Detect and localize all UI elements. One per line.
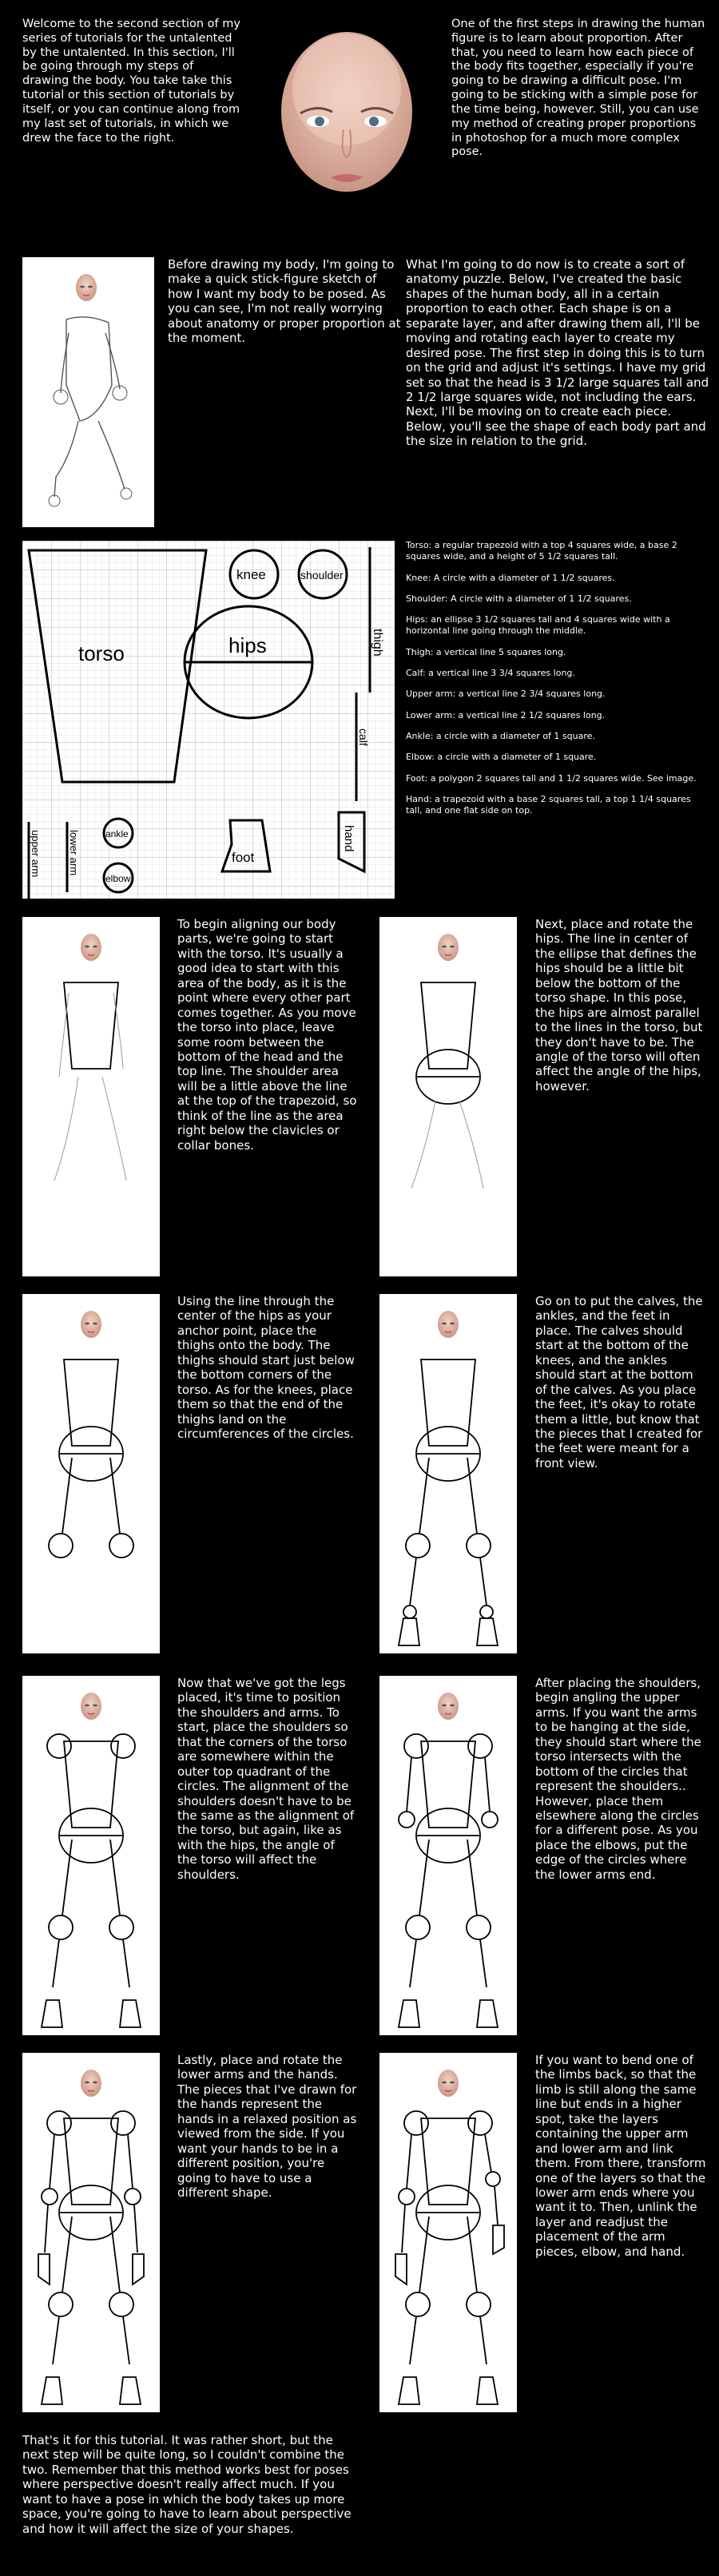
step-hips-image: [379, 917, 517, 1276]
spec-ankle: Ankle: a circle with a diameter of 1 square.: [406, 730, 595, 741]
hand-label: hand: [342, 825, 356, 852]
step-torso-text: To begin aligning our body parts, we're going to start with the torso. It's usually a good idea to start with this area of the body, as it is the point where every other part comes together. As you move the torso into place, leave some room between the bottom of the head and the top line. The shoulder area will be a little above the line at the top of the trapezoid, so think of the line as the area right below the clavicles or collar bones.: [177, 917, 357, 1153]
spec-hand: Hand: a trapezoid with a base 2 squares tall, a top 1 1/4 squares tall, and one flat side on top.: [406, 793, 691, 816]
intro-right-text: One of the first steps in drawing the human figure is to learn about proportion. After that, you need to learn how each piece of the body fits together, especially if you're going to be drawing a difficult pose. I'm going to be sticking with a simple pose for the time being, however. Still, you can use my method of creating proper proportions in photoshop for a much more complex pose.: [451, 18, 705, 159]
step-thighs-image: [22, 1294, 160, 1653]
anatomy-puzzle-text: What I'm going to do now is to create a sort of anatomy puzzle. Below, I've created the basic shapes of the human body, all in a certain proportion to each other. Each shape is on a separate layer, and after drawing them all, I'll be moving and rotating each layer to create my desired pose. The first step in doing this is to turn on the grid and adjust it's settings. I have my grid set so that the head is 3 1/2 large squares tall and 2 1/2 large squares wide, not including the ears. Next, I'll be moving on to create each piece. Below, you'll see the shape of each body part and the size in relation to the grid.: [406, 257, 709, 449]
spec-shoulder: Shoulder: A circle with a diameter of 1 1/2 squares.: [406, 593, 632, 604]
stick-figure-text: Before drawing my body, I'm going to make a quick stick-figure sketch of how I want my body to be posed. As you can see, I'm not really worrying about anatomy or proper proportion at the moment.: [168, 257, 401, 346]
step-arms-text: After placing the shoulders, begin angling the upper arms. If you want the arms to be hanging at the side, they should start where the torso intersects with the bottom of the circles that represent the shoulders.. However, place them elsewhere along the circles for a different pose. As you place the elbows, put the edge of the circles where the lower arms end.: [535, 1676, 701, 1882]
step-calves-image: [379, 1294, 517, 1653]
spec-hips: Hips: an ellipse 3 1/2 squares tall and 4 squares wide with a horizontal line going through the middle.: [406, 614, 670, 637]
hips-label: hips: [228, 633, 267, 657]
torso-label: torso: [78, 641, 125, 665]
step-hips-text: Next, place and rotate the hips. The line in center of the ellipse that defines the hips should be a little bit below the bottom of the torso shape. In this pose, the hips are almost parallel to the lines in the torso, but they don't have to be. The angle of the torso will often affect the angle of the hips, however.: [535, 917, 703, 1094]
outro-text: That's it for this tutorial. It was rather short, but the next step will be quite long, so I couldn't combine the two. Remember that this method works best for poses where perspective doesn't really affect much. If you want to have a pose in which the body takes up more space, you're going to have to learn about perspective and how it will affect the size of your shapes.: [22, 2433, 352, 2536]
step-hands-image: [22, 2053, 160, 2412]
foot-label: foot: [232, 850, 255, 865]
step-bend-text: If you want to bend one of the limbs back, so that the limb is still along the same line but ends in a higher spot, take the layers containing the upper arm and lower arm and link them. From there, transform one of the layers so that the lower arm ends where you want it to. Then, unlink the layer and readjust the placement of the arm pieces, elbow, and hand.: [535, 2053, 706, 2259]
ankle-label: ankle: [105, 828, 129, 839]
upper-arm-label: upper arm: [30, 830, 42, 878]
shoulder-label: shoulder: [300, 569, 344, 581]
step-torso-image: [22, 917, 160, 1276]
lower-arm-label: lower arm: [68, 830, 80, 876]
step-shoulders-image: [22, 1676, 160, 2035]
spec-calf: Calf: a vertical line 3 3/4 squares long.: [406, 668, 575, 679]
spec-thigh: Thigh: a vertical line 5 squares long.: [406, 646, 566, 657]
spec-knee: Knee: A circle with a diameter of 1 1/2 squares.: [406, 572, 615, 583]
anatomy-grid: [22, 541, 395, 899]
face-portrait: [254, 18, 439, 221]
knee-label: knee: [236, 567, 266, 582]
intro-left-text: Welcome to the second section of my series of tutorials for the untalented by the untalented. In this section, I'll be going through my steps of drawing the body. You take take this tutorial or this section of tutorials by itself, or you can continue along from my last set of tutorials, in which we drew the face to the right.: [22, 18, 240, 145]
spec-lower-arm: Lower arm: a vertical line 2 1/2 squares long.: [406, 709, 606, 720]
step-bend-image: [379, 2053, 517, 2412]
spec-upper-arm: Upper arm: a vertical line 2 3/4 squares long.: [406, 689, 606, 700]
spec-elbow: Elbow: a circle with a diameter of 1 square.: [406, 752, 597, 763]
step-calves-text: Go on to put the calves, the ankles, and the feet in place. The calves should start at the bottom of the knees, and the ankles should start at the bottom of the calves. As you place the feet, it's okay to rotate them a little, but know that the pieces that I created for the feet were meant for a front view.: [535, 1294, 703, 1471]
calf-label: calf: [357, 728, 370, 746]
thigh-label: thigh: [371, 629, 384, 657]
step-hands-text: Lastly, place and rotate the lower arms and the hands. The pieces that I've drawn for the hands represent the hands in a relaxed position as viewed from the side. If you want your hands to be in a different position, you're going to have to use a different shape.: [177, 2053, 357, 2200]
step-thighs-text: Using the line through the center of the hips as your anchor point, place the thighs onto the body. The thighs should start just below the bottom corners of the torso. As for the knees, place them so that the end of the thighs land on the circumferences of the circles.: [177, 1294, 355, 1441]
spec-foot: Foot: a polygon 2 squares tall and 1 1/2 squares wide. See image.: [406, 772, 697, 784]
shape-spec-list: [406, 540, 709, 826]
step-arms-image: [379, 1676, 517, 2035]
stick-figure-image: [22, 257, 154, 527]
elbow-label: elbow: [105, 873, 131, 884]
spec-torso: Torso: a regular trapezoid with a top 4 squares wide, a base 2 squares wide, and a height of 5 1/2 squares tall.: [406, 540, 677, 562]
step-shoulders-text: Now that we've got the legs placed, it's time to position the shoulders and arms. To start, place the shoulders so that the corners of the torso are somewhere within the outer top quadrant of the circles. The alignment of the shoulders doesn't have to be the same as the alignment of the torso, but again, like as with the hips, the angle of the torso will affect the shoulders.: [177, 1676, 355, 1882]
